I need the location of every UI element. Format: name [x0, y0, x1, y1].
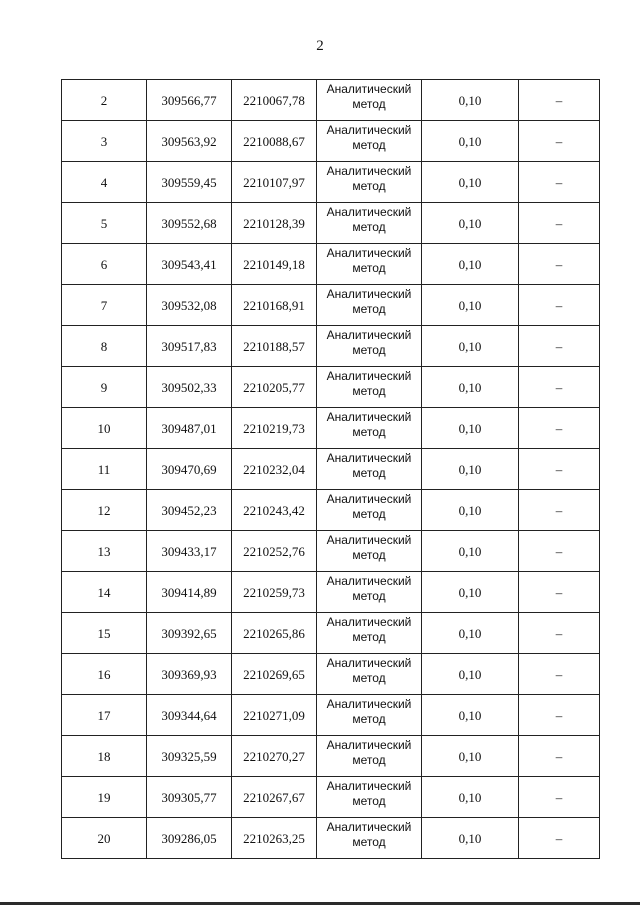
note-cell: –: [519, 285, 600, 326]
point-number-cell: 8: [62, 326, 147, 367]
x-coordinate-cell: 309452,23: [147, 490, 232, 531]
y-coordinate-cell: 2210168,91: [232, 285, 317, 326]
note-cell: –: [519, 777, 600, 818]
method-text: Аналитический метод: [326, 492, 412, 521]
note-cell: –: [519, 818, 600, 859]
method-cell: [317, 613, 422, 654]
accuracy-cell: 0,10: [422, 203, 519, 244]
method-text: Аналитический метод: [326, 451, 412, 480]
note-cell: –: [519, 326, 600, 367]
method-cell: [317, 326, 422, 367]
method-cell: [317, 203, 422, 244]
x-coordinate-cell: 309369,93: [147, 654, 232, 695]
method-cell: [317, 777, 422, 818]
point-number-cell: 20: [62, 818, 147, 859]
y-coordinate-cell: 2210267,67: [232, 777, 317, 818]
accuracy-cell: 0,10: [422, 818, 519, 859]
y-coordinate-cell: 2210271,09: [232, 695, 317, 736]
method-cell: [317, 285, 422, 326]
table-row: [62, 777, 600, 818]
point-number-cell: 5: [62, 203, 147, 244]
accuracy-cell: 0,10: [422, 531, 519, 572]
table-row: [62, 572, 600, 613]
method-cell: [317, 490, 422, 531]
method-text: Аналитический метод: [326, 820, 412, 849]
method-text: Аналитический метод: [326, 287, 412, 316]
table-row: [62, 80, 600, 121]
note-cell: –: [519, 203, 600, 244]
x-coordinate-cell: 309559,45: [147, 162, 232, 203]
table-row: [62, 326, 600, 367]
note-cell: –: [519, 367, 600, 408]
method-cell: [317, 736, 422, 777]
table-row: [62, 367, 600, 408]
method-text: Аналитический метод: [326, 656, 412, 685]
method-text: Аналитический метод: [326, 123, 412, 152]
accuracy-cell: 0,10: [422, 695, 519, 736]
note-cell: –: [519, 736, 600, 777]
method-text: Аналитический метод: [326, 697, 412, 726]
accuracy-cell: 0,10: [422, 572, 519, 613]
method-text: Аналитический метод: [326, 82, 412, 111]
point-number-cell: 3: [62, 121, 147, 162]
x-coordinate-cell: 309305,77: [147, 777, 232, 818]
method-cell: [317, 162, 422, 203]
table-row: [62, 162, 600, 203]
coordinates-table-body: [62, 80, 600, 859]
method-cell: [317, 818, 422, 859]
x-coordinate-cell: 309487,01: [147, 408, 232, 449]
x-coordinate-cell: 309470,69: [147, 449, 232, 490]
note-cell: –: [519, 531, 600, 572]
point-number-cell: 16: [62, 654, 147, 695]
x-coordinate-cell: 309563,92: [147, 121, 232, 162]
point-number-cell: 13: [62, 531, 147, 572]
point-number-cell: 9: [62, 367, 147, 408]
accuracy-cell: 0,10: [422, 654, 519, 695]
accuracy-cell: 0,10: [422, 326, 519, 367]
method-cell: [317, 572, 422, 613]
y-coordinate-cell: 2210107,97: [232, 162, 317, 203]
accuracy-cell: 0,10: [422, 613, 519, 654]
x-coordinate-cell: 309552,68: [147, 203, 232, 244]
accuracy-cell: 0,10: [422, 80, 519, 121]
method-text: Аналитический метод: [326, 779, 412, 808]
method-text: Аналитический метод: [326, 164, 412, 193]
point-number-cell: 15: [62, 613, 147, 654]
y-coordinate-cell: 2210205,77: [232, 367, 317, 408]
table-row: [62, 613, 600, 654]
method-text: Аналитический метод: [326, 410, 412, 439]
method-text: Аналитический метод: [326, 246, 412, 275]
y-coordinate-cell: 2210263,25: [232, 818, 317, 859]
y-coordinate-cell: 2210269,65: [232, 654, 317, 695]
point-number-cell: 18: [62, 736, 147, 777]
method-cell: [317, 695, 422, 736]
note-cell: –: [519, 572, 600, 613]
table-row: [62, 654, 600, 695]
y-coordinate-cell: 2210252,76: [232, 531, 317, 572]
method-text: Аналитический метод: [326, 205, 412, 234]
method-text: Аналитический метод: [326, 738, 412, 767]
note-cell: –: [519, 244, 600, 285]
method-cell: [317, 244, 422, 285]
page-number: 2: [316, 38, 324, 54]
method-text: Аналитический метод: [326, 533, 412, 562]
table-row: [62, 408, 600, 449]
y-coordinate-cell: 2210149,18: [232, 244, 317, 285]
point-number-cell: 14: [62, 572, 147, 613]
method-cell: [317, 121, 422, 162]
note-cell: –: [519, 449, 600, 490]
method-cell: [317, 531, 422, 572]
x-coordinate-cell: 309433,17: [147, 531, 232, 572]
table-row: [62, 244, 600, 285]
x-coordinate-cell: 309517,83: [147, 326, 232, 367]
method-cell: [317, 367, 422, 408]
table-row: [62, 531, 600, 572]
note-cell: –: [519, 408, 600, 449]
point-number-cell: 2: [62, 80, 147, 121]
note-cell: –: [519, 695, 600, 736]
method-text: Аналитический метод: [326, 574, 412, 603]
note-cell: –: [519, 121, 600, 162]
point-number-cell: 6: [62, 244, 147, 285]
note-cell: –: [519, 80, 600, 121]
y-coordinate-cell: 2210188,57: [232, 326, 317, 367]
point-number-cell: 4: [62, 162, 147, 203]
accuracy-cell: 0,10: [422, 285, 519, 326]
y-coordinate-cell: 2210219,73: [232, 408, 317, 449]
y-coordinate-cell: 2210270,27: [232, 736, 317, 777]
note-cell: –: [519, 654, 600, 695]
y-coordinate-cell: 2210243,42: [232, 490, 317, 531]
coordinates-table: [61, 79, 600, 859]
point-number-cell: 12: [62, 490, 147, 531]
method-text: Аналитический метод: [326, 328, 412, 357]
method-cell: [317, 408, 422, 449]
note-cell: –: [519, 613, 600, 654]
table-row: [62, 736, 600, 777]
y-coordinate-cell: 2210128,39: [232, 203, 317, 244]
method-text: Аналитический метод: [326, 615, 412, 644]
y-coordinate-cell: 2210232,04: [232, 449, 317, 490]
point-number-cell: 10: [62, 408, 147, 449]
table-row: [62, 285, 600, 326]
y-coordinate-cell: 2210067,78: [232, 80, 317, 121]
point-number-cell: 7: [62, 285, 147, 326]
accuracy-cell: 0,10: [422, 449, 519, 490]
accuracy-cell: 0,10: [422, 777, 519, 818]
x-coordinate-cell: 309344,64: [147, 695, 232, 736]
table-row: [62, 490, 600, 531]
x-coordinate-cell: 309532,08: [147, 285, 232, 326]
table-row: [62, 818, 600, 859]
y-coordinate-cell: 2210265,86: [232, 613, 317, 654]
method-text: Аналитический метод: [326, 369, 412, 398]
accuracy-cell: 0,10: [422, 736, 519, 777]
point-number-cell: 17: [62, 695, 147, 736]
x-coordinate-cell: 309543,41: [147, 244, 232, 285]
accuracy-cell: 0,10: [422, 367, 519, 408]
method-cell: [317, 449, 422, 490]
y-coordinate-cell: 2210088,67: [232, 121, 317, 162]
x-coordinate-cell: 309566,77: [147, 80, 232, 121]
point-number-cell: 11: [62, 449, 147, 490]
table-row: [62, 449, 600, 490]
accuracy-cell: 0,10: [422, 490, 519, 531]
accuracy-cell: 0,10: [422, 121, 519, 162]
accuracy-cell: 0,10: [422, 162, 519, 203]
x-coordinate-cell: 309286,05: [147, 818, 232, 859]
table-row: [62, 203, 600, 244]
method-cell: [317, 654, 422, 695]
x-coordinate-cell: 309414,89: [147, 572, 232, 613]
x-coordinate-cell: 309502,33: [147, 367, 232, 408]
note-cell: –: [519, 490, 600, 531]
accuracy-cell: 0,10: [422, 408, 519, 449]
x-coordinate-cell: 309392,65: [147, 613, 232, 654]
table-row: [62, 121, 600, 162]
point-number-cell: 19: [62, 777, 147, 818]
accuracy-cell: 0,10: [422, 244, 519, 285]
y-coordinate-cell: 2210259,73: [232, 572, 317, 613]
method-cell: [317, 80, 422, 121]
note-cell: –: [519, 162, 600, 203]
x-coordinate-cell: 309325,59: [147, 736, 232, 777]
table-row: [62, 695, 600, 736]
